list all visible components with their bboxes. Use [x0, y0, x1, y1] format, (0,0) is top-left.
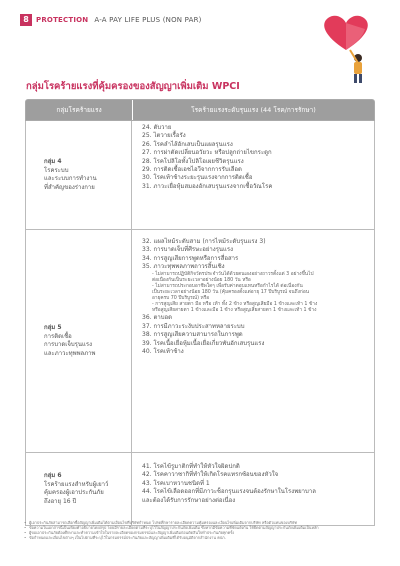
- critical-illness-table: [25, 99, 375, 526]
- disability-note: หรือสูญเสียสายตา 1 ข้างและมือ 1 ข้าง หรือสูญเสียสายตา 1 ข้างและเท้า 1 ข้าง: [152, 308, 317, 314]
- table-row: [25, 121, 375, 230]
- group-label: กลุ่ม 5 การติดเชื้อ การบาดเจ็บรุนแรง และภาวะทุพพลภาพ: [44, 324, 96, 357]
- list-item: 36. ตาบอด: [142, 314, 173, 322]
- disability-note: ต่อเนื่องกันเป็นระยะเวลาอย่างน้อย 180 วัน หรือ: [152, 277, 251, 283]
- disability-note: เป็นระยะเวลาอย่างน้อย 180 วัน (คุ้มครองตั้งแต่อายุ 17 ปีบริบูรณ์ จนถึงก่อน: [152, 289, 309, 295]
- disability-note: อายุครบ 70 ปีบริบูรณ์) หรือ: [152, 296, 210, 301]
- footnote: • ผู้ขอเอาประกันภัยต้องศึกษาและทำความเข้าใจในรายละเอียดของกรมธรรม์และสัญญาเพิ่มเติมก่อนตัดสินใจทำประกันภัยทุกครั้ง: [24, 530, 380, 535]
- list-item: 42. โรคคาวาซากิที่ทำให้เกิดโรคแทรกซ้อนของหัวใจ: [142, 471, 279, 479]
- disability-note: - ไม่สามารถปฏิบัติกิจวัตรประจำวันได้ด้วยตนเองอย่างถาวรตั้งแต่ 3 อย่างขึ้นไป: [152, 271, 314, 277]
- list-item: 39. โรคเนื้อเยื่อหุ้มเนื้อเยื่อเกี่ยวพันอักเสบรุนแรง: [142, 339, 265, 347]
- column-header-group: กลุ่มโรคร้ายแรง: [26, 100, 133, 120]
- group-cell: [26, 230, 132, 452]
- list-item: 25. ไตวายเรื้อรัง: [142, 132, 186, 140]
- disability-note: - การสูญเสีย สายตา มือ หรือ เท้า ทั้ง 2 ข้าง หรือสูญเสียมือ 1 ข้างและเท้า 1 ข้าง: [152, 302, 318, 308]
- list-item: 27. การผ่าตัดเปลี่ยนอวัยวะ หรือปลูกถ่ายไขกระดูก: [142, 149, 272, 157]
- illness-list: [132, 453, 374, 525]
- list-item: และต้องได้รับการรักษาอย่างต่อเนื่อง: [142, 496, 236, 504]
- disability-note: - ไม่สามารถประกอบอาชีพใดๆ เพื่อรับค่าตอบแทนหรือกำไรได้ ต่อเนื่องกัน: [152, 283, 303, 289]
- table-header: [25, 99, 375, 121]
- list-item: 34. การสูญเสียการพูดหรือการสื่อสาร: [142, 254, 239, 262]
- list-item: 24. ตับวาย: [142, 124, 172, 131]
- list-item: 43. โรคเบาหวานชนิดที่ 1: [142, 479, 210, 487]
- heart-person-illustration: [306, 10, 386, 84]
- group-cell: [26, 453, 132, 525]
- list-item: 29. การติดเชื้อเอชไอวีจากการรับเลือด: [142, 166, 242, 174]
- illness-list: [132, 230, 374, 452]
- page-title: กลุ่มโรคร้ายแรงที่คุ้มครองของสัญญาเพิ่มเติม WPCI: [26, 81, 240, 92]
- list-item: 33. การบาดเจ็บที่ศีรษะอย่างรุนแรง: [142, 246, 234, 254]
- illness-list: [132, 121, 374, 229]
- column-header-illnesses: โรคร้ายแรงระดับรุนแรง (44 โรค/การรักษา): [191, 106, 316, 114]
- page-header: [20, 14, 202, 26]
- list-item: 30. โรคเท้าช้างระยะรุนแรงจากการติดเชื้อ: [142, 174, 253, 182]
- list-item: 41. โรคไข้รูมาติกที่ทำให้หัวใจผิดปกติ: [142, 463, 240, 470]
- group-label: กลุ่ม 6 โรคร้ายแรงสำหรับผู้เยาว์ คุ้มครองผู้เอาประกันภัย ถึงอายุ 16 ปี: [44, 472, 109, 505]
- group-label: กลุ่ม 4 โรคระบบ และระบบการทำงาน ที่สำคัญของร่างกาย: [44, 158, 97, 191]
- list-item: 28. โรคโปลิโอทั้งโปลิโอเผยชีวิตรุนแรง: [142, 157, 244, 165]
- footnote: • ข้อความในเอกสารนี้เป็นเพียงคำอธิบายโดยสรุป โดยมีรายละเอียดตามที่ระบุไว้ในสัญญาประกันภัยเพิ่มเติม ซึ่งหากมีข้อความที่ขัดแย้งกัน ให้ยึดตามสัญญาประกันภัยเพิ่มเติมเป็นหลัก: [24, 525, 380, 530]
- page-number-badge: 8: [20, 14, 32, 26]
- list-item: 44. โรคไข้เลือดออกที่มีภาวะช็อกรุนแรงจนต้องรักษาในโรงพยาบาล: [142, 488, 316, 496]
- table-row: [25, 230, 375, 453]
- list-item: 31. ภาวะเยื่อหุ้มสมองอักเสบรุนแรงจากเชื้อวัณโรค: [142, 182, 273, 190]
- header-product-name: A-A PAY LIFE PLUS (NON PAR): [94, 16, 202, 24]
- list-item: 37. การมีภาวะระงับประสาทหลายระบบ: [142, 322, 245, 330]
- list-item: 35. ภาวะทุพพลภาพถาวรสิ้นเชิง: [142, 263, 225, 271]
- footnote: • ผู้เอาประกันภัยสามารถเลือกซื้อสัญญาเพิ่มเติมได้ตามเงื่อนไขที่บริษัทกำหนด โปรดศึกษารายละเอียดความคุ้มครองและเงื่อนไขเพิ่มเติมจากบริษัท หรือตัวแทนของบริษัท: [24, 520, 380, 525]
- footnote: • ข้อกำหนดและเงื่อนไขต่างๆ เป็นไปตามที่ระบุไว้ในกรมธรรม์ประกันภัยและสัญญาเพิ่มเติมที่ได้รับอนุมัติจากสำนักงาน คปภ.: [24, 535, 380, 540]
- table-row: [25, 453, 375, 526]
- list-item: 38. การสูญเสียความสามารถในการพูด: [142, 331, 243, 339]
- header-brand: PROTECTION: [36, 16, 89, 24]
- footnotes: [24, 520, 380, 540]
- list-item: 32. แผลไหม้ระดับสาม (การไหม้ระดับรุนแรง 3): [142, 238, 266, 245]
- group-cell: [26, 121, 132, 229]
- list-item: 40. โรคเท้าช้าง: [142, 347, 184, 355]
- list-item: 26. โรคลำไส้อักเสบเป็นแผลรุนแรง: [142, 140, 233, 148]
